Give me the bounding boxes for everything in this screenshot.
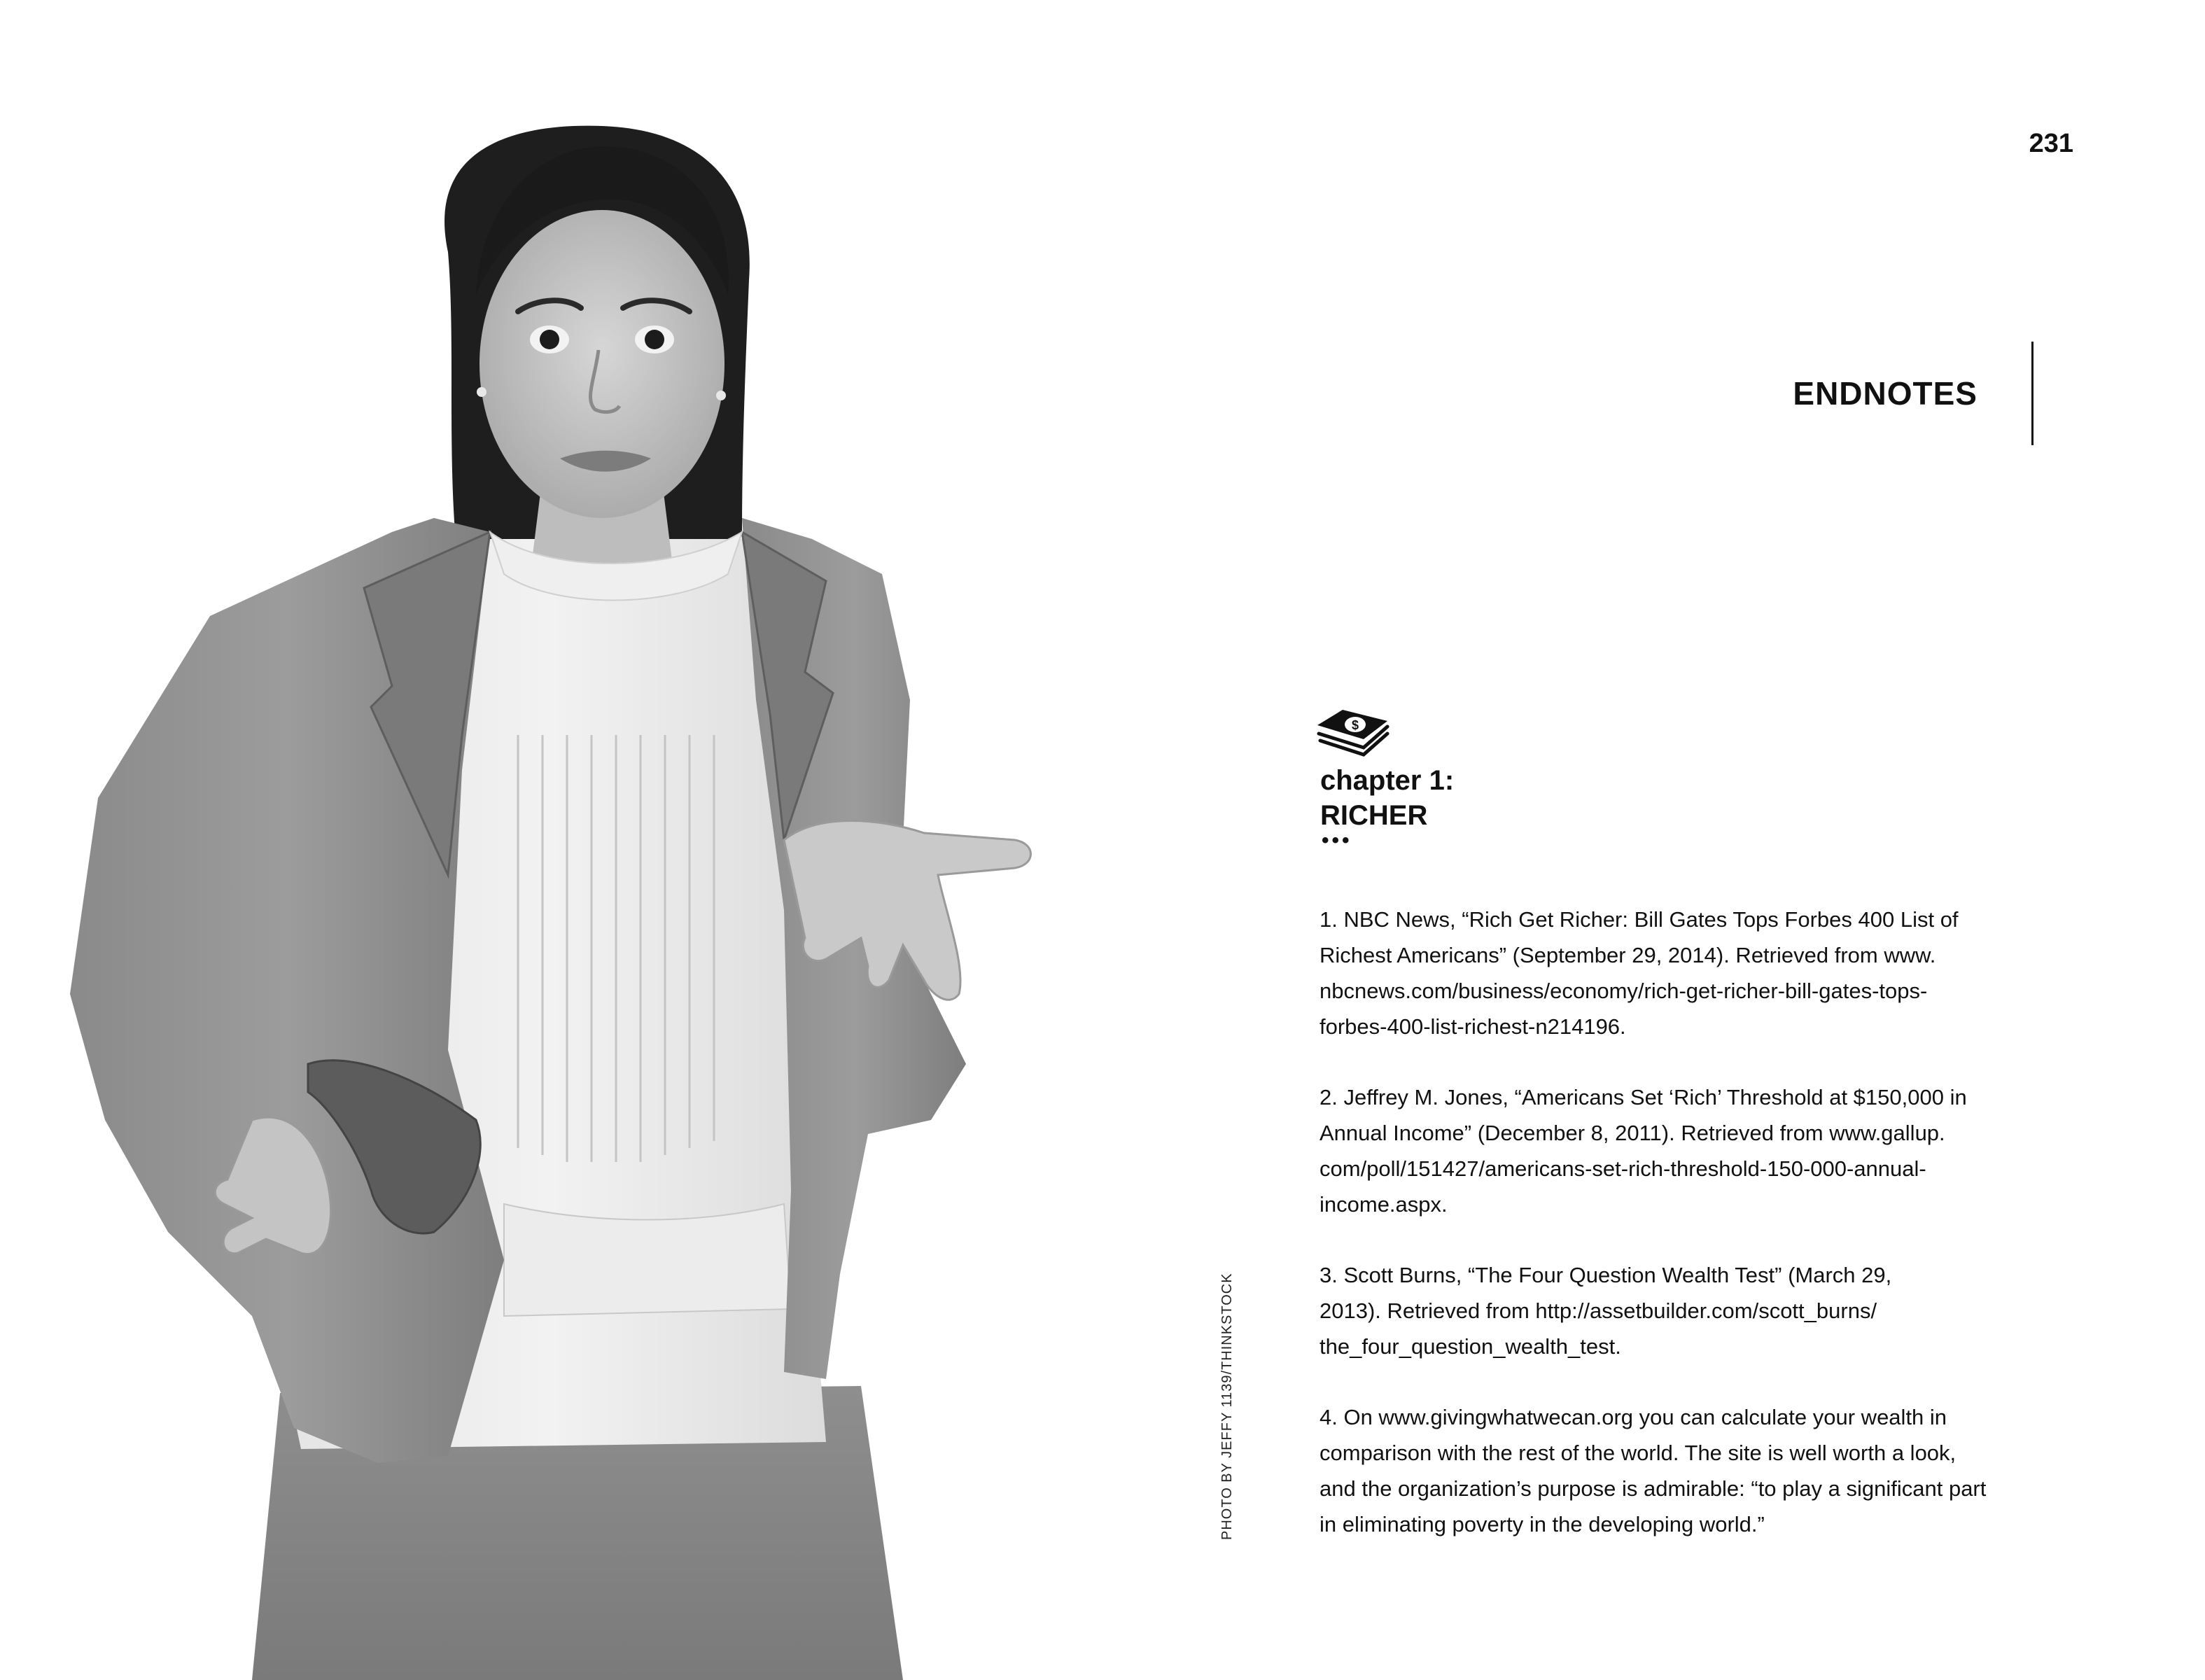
- title-divider: [2031, 342, 2033, 445]
- endnote-2: [1320, 1079, 2082, 1222]
- chapter-title: RICHER: [1320, 800, 1428, 831]
- note-line: com/poll/151427/americans-set-rich-threshold-150-000-annual-: [1320, 1156, 1926, 1181]
- note-line: 2013). Retrieved from http://assetbuilder.com/scott_burns/: [1320, 1298, 1877, 1323]
- note-line: and the organization’s purpose is admirable: “to play a significant part: [1320, 1476, 1987, 1501]
- photo-credit: PHOTO BY JEFFY 1139/THINKSTOCK: [1219, 1273, 1235, 1540]
- chapter-number: chapter 1:: [1320, 765, 1455, 796]
- endnote-4: [1320, 1399, 2082, 1542]
- note-line: 1. NBC News, “Rich Get Richer: Bill Gates Tops Forbes 400 List of: [1320, 907, 1959, 932]
- chapter-dots: •••: [1322, 829, 1352, 852]
- note-line: 2. Jeffrey M. Jones, “Americans Set ‘Rich’ Threshold at $150,000 in: [1320, 1085, 1967, 1110]
- note-line: in eliminating poverty in the developing world.”: [1320, 1512, 1765, 1536]
- chapter-heading: [1315, 706, 1595, 853]
- note-line: Annual Income” (December 8, 2011). Retrieved from www.gallup.: [1320, 1121, 1945, 1145]
- page-title: ENDNOTES: [1793, 375, 1977, 412]
- note-line: 3. Scott Burns, “The Four Question Wealth Test” (March 29,: [1320, 1263, 1892, 1287]
- endnote-1: [1320, 902, 2082, 1044]
- note-line: nbcnews.com/business/economy/rich-get-richer-bill-gates-tops-: [1320, 979, 1928, 1003]
- svg-text:$: $: [1351, 718, 1359, 732]
- endnote-3: [1320, 1257, 2082, 1364]
- note-line: comparison with the rest of the world. The site is well worth a look,: [1320, 1441, 1956, 1465]
- note-line: Richest Americans” (September 29, 2014). Retrieved from www.: [1320, 943, 1936, 967]
- note-line: forbes-400-list-richest-n214196.: [1320, 1014, 1626, 1039]
- endnotes-list: [1320, 902, 2082, 1577]
- page-number: 231: [2029, 129, 2073, 158]
- note-line: the_four_question_wealth_test.: [1320, 1334, 1621, 1359]
- money-bills-icon: [1315, 706, 1392, 759]
- note-line: 4. On www.givingwhatwecan.org you can calculate your wealth in: [1320, 1405, 1947, 1429]
- note-line: income.aspx.: [1320, 1192, 1448, 1217]
